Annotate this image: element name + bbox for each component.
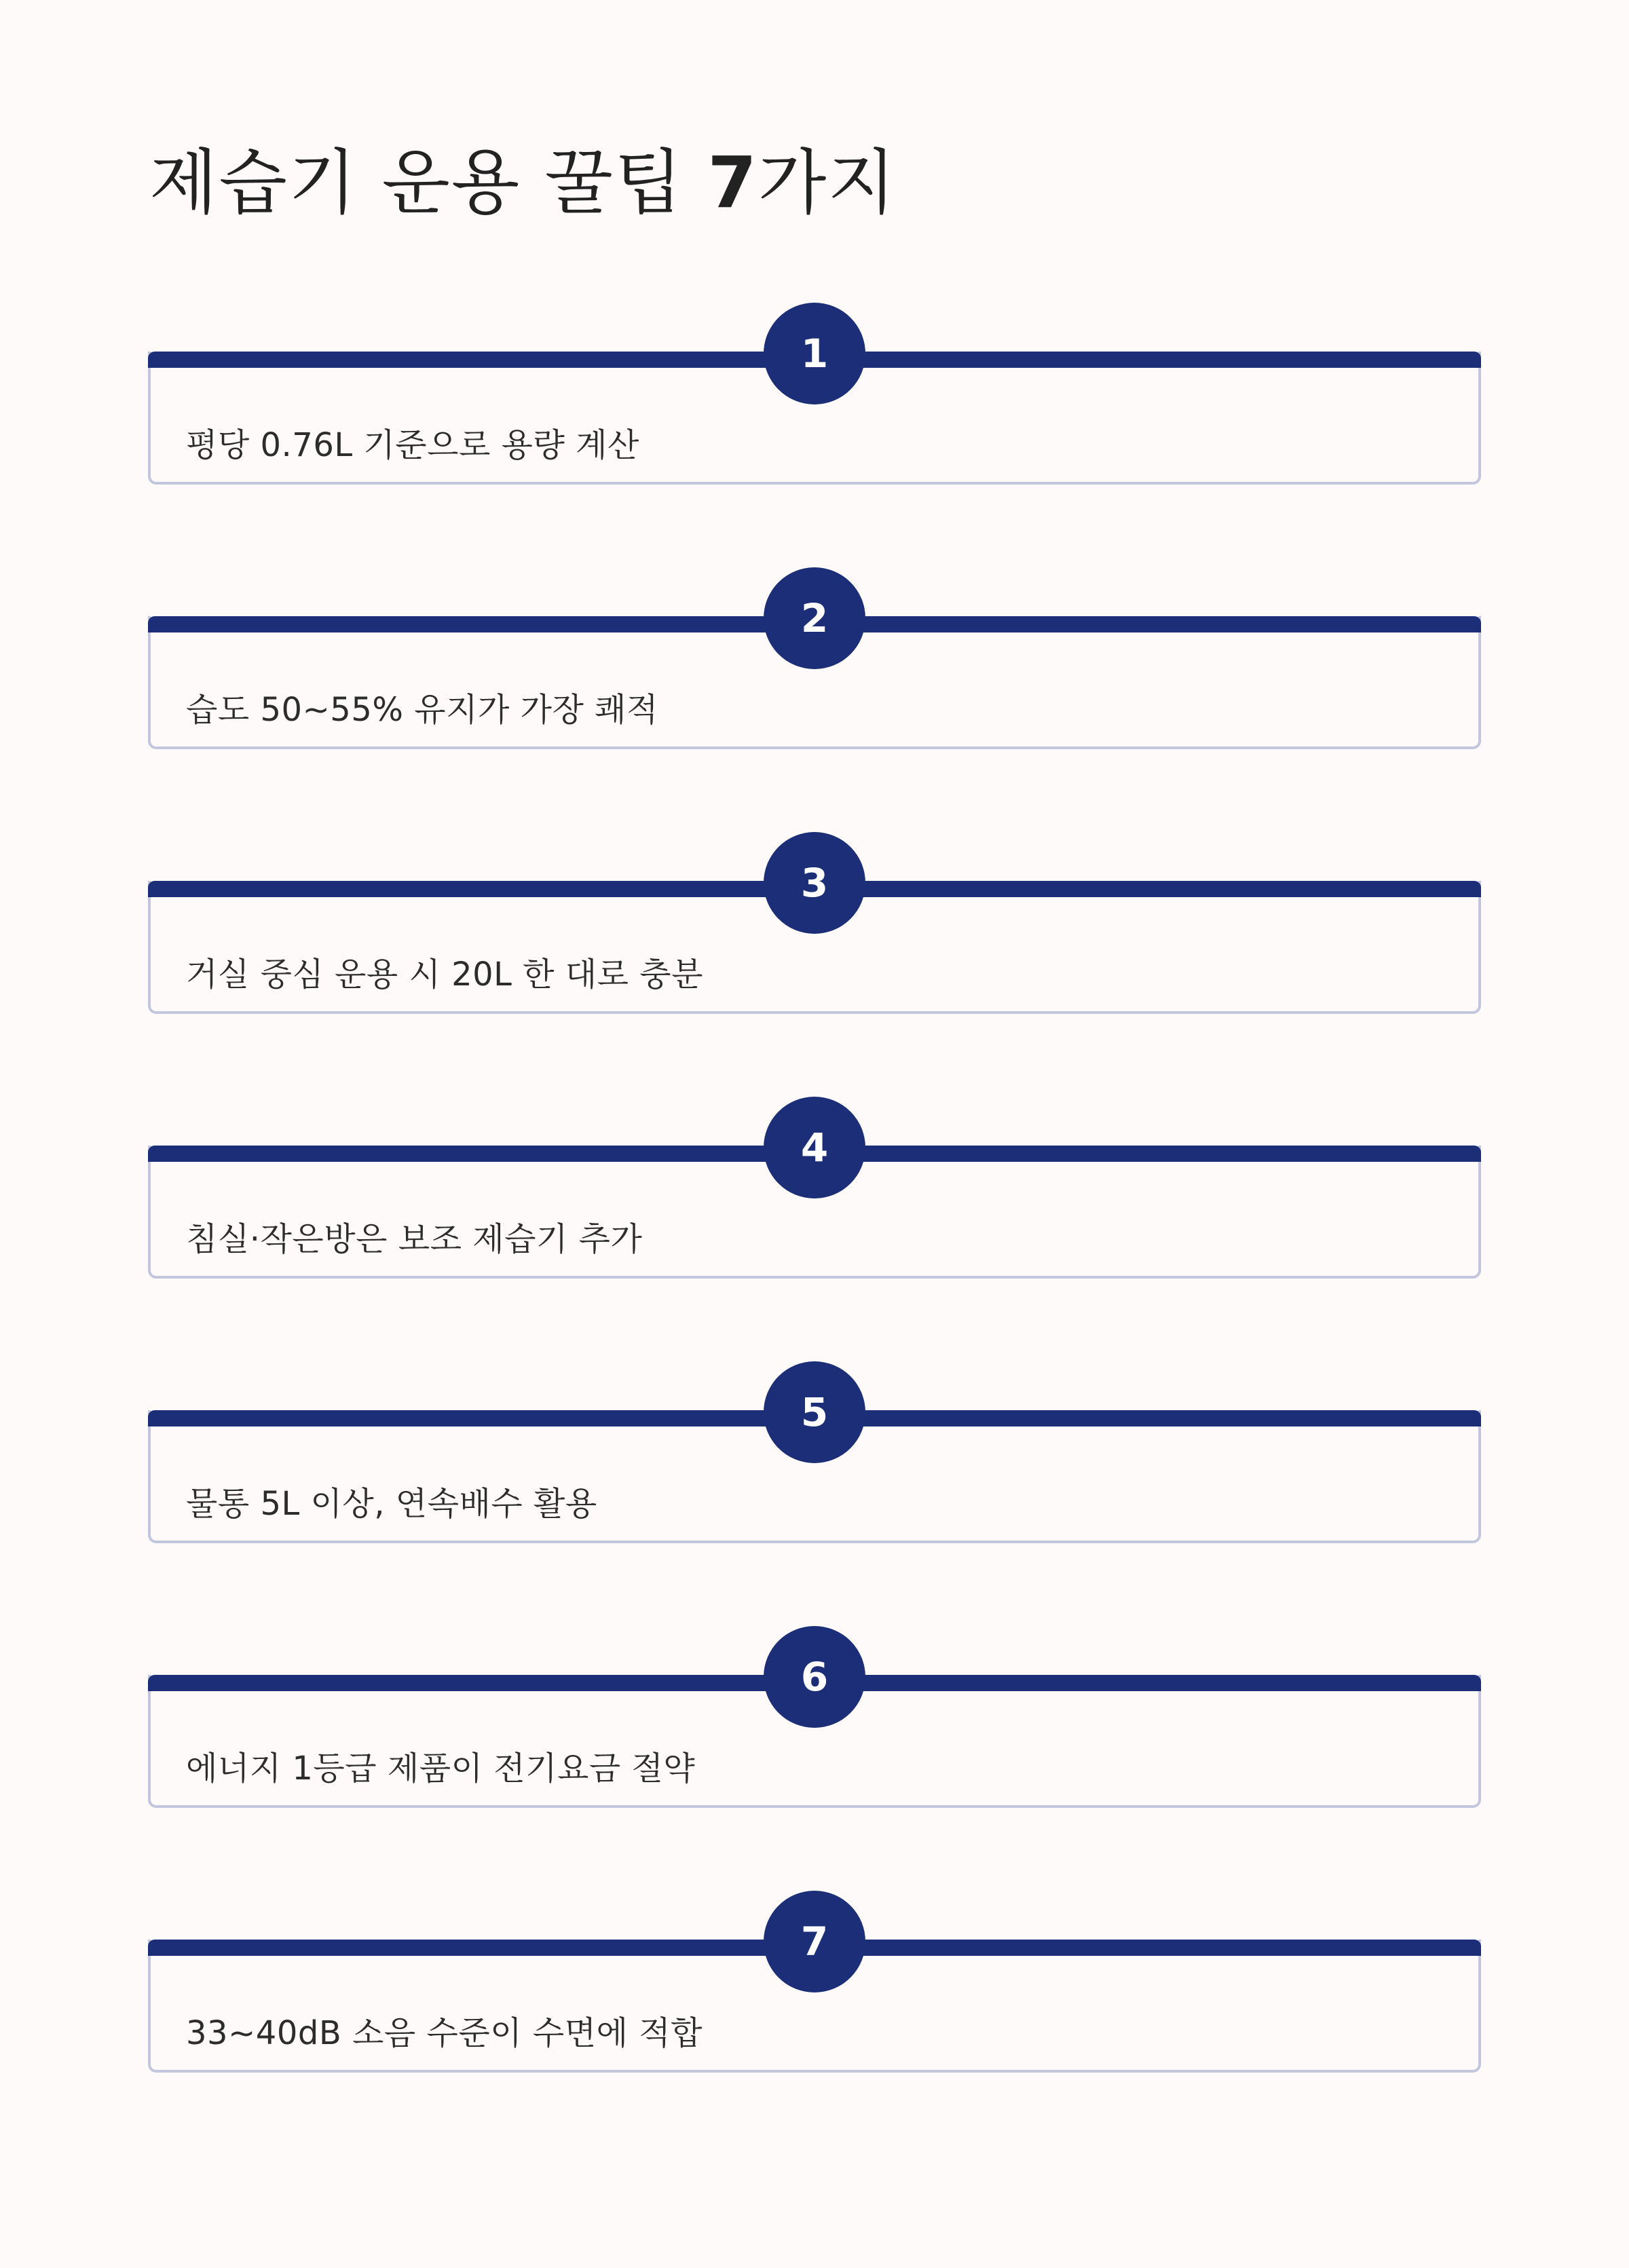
title-number: 7 [707, 141, 758, 224]
tip-number-badge: 2 [764, 567, 865, 669]
tip-card-6 [148, 1626, 1481, 1808]
tip-number-badge: 5 [764, 1361, 865, 1463]
tip-text: 에너지 1등급 제품이 전기요금 절약 [186, 1750, 696, 1788]
tip-card-2 [148, 567, 1481, 749]
tip-text: 물통 5L 이상, 연속배수 활용 [186, 1485, 597, 1523]
tip-number-badge: 7 [764, 1891, 865, 1992]
title-suffix: 가지 [757, 141, 897, 224]
tip-text: 거실 중심 운용 시 20L 한 대로 충분 [186, 956, 704, 994]
tip-list [148, 303, 1481, 2073]
tip-card-1 [148, 303, 1481, 485]
tip-card-7 [148, 1891, 1481, 2073]
tip-card-4 [148, 1097, 1481, 1279]
page-title [149, 143, 897, 224]
title-prefix: 제습기 운용 꿀팁 [149, 141, 708, 224]
tip-text: 평당 0.76L 기준으로 용량 계산 [186, 426, 639, 464]
tip-card-3 [148, 832, 1481, 1014]
tip-text: 습도 50~55% 유지가 가장 쾌적 [186, 691, 658, 729]
tip-card-5 [148, 1361, 1481, 1543]
tip-number-badge: 1 [764, 303, 865, 404]
tip-number-badge: 4 [764, 1097, 865, 1198]
tip-number-badge: 6 [764, 1626, 865, 1728]
tip-text: 33~40dB 소음 수준이 수면에 적합 [186, 2014, 703, 2052]
tip-text: 침실·작은방은 보조 제습기 추가 [186, 1220, 643, 1258]
tip-number-badge: 3 [764, 832, 865, 934]
